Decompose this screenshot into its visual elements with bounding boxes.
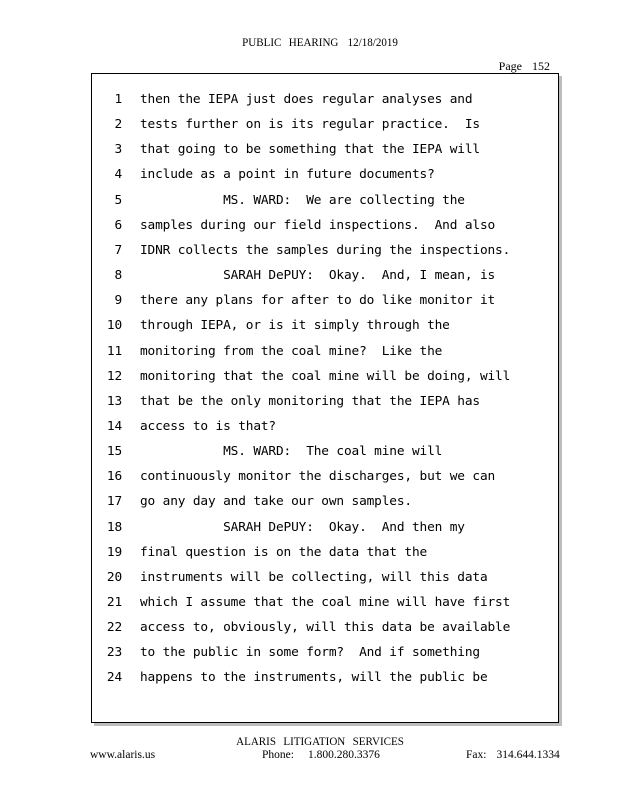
line-text: final question is on the data that the xyxy=(140,544,428,560)
line-text: access to, obviously, will this data be available xyxy=(140,620,511,636)
phone-label: Phone: xyxy=(262,749,294,761)
transcript-line xyxy=(92,645,558,665)
line-number: 9 xyxy=(114,293,122,309)
transcript-line xyxy=(92,520,558,540)
line-number: 7 xyxy=(114,242,122,258)
line-number: 24 xyxy=(106,670,122,686)
page-number xyxy=(499,59,550,74)
line-number: 23 xyxy=(106,645,122,661)
line-text: through IEPA, or is it simply through the xyxy=(140,318,450,334)
fax-label: Fax: xyxy=(466,749,487,761)
transcript-line xyxy=(92,167,558,187)
page-label: Page xyxy=(498,59,522,73)
line-number: 3 xyxy=(114,142,122,158)
transcript-line xyxy=(92,243,558,263)
transcript-line xyxy=(92,419,558,439)
line-text: happens to the instruments, will the public be xyxy=(140,670,488,686)
transcript-line xyxy=(92,344,558,364)
line-text: include as a point in future documents? xyxy=(140,167,435,183)
line-text: that be the only monitoring that the IEPA has xyxy=(140,393,480,409)
line-text: IDNR collects the samples during the inspections. xyxy=(140,242,511,258)
line-text: monitoring from the coal mine? Like the xyxy=(140,343,443,359)
transcript-line xyxy=(92,193,558,213)
transcript-line xyxy=(92,369,558,389)
fax-number: 314.644.1334 xyxy=(496,749,560,761)
line-number: 8 xyxy=(114,268,122,284)
line-text: instruments will be collecting, will this data xyxy=(140,569,488,585)
transcript-line xyxy=(92,545,558,565)
line-number: 19 xyxy=(106,544,122,560)
line-number: 6 xyxy=(114,217,122,233)
phone-number: 1.800.280.3376 xyxy=(307,749,380,761)
line-number: 2 xyxy=(114,117,122,133)
line-text: SARAH DePUY: Okay. And, I mean, is xyxy=(140,268,496,284)
transcript-line xyxy=(92,142,558,162)
transcript-line xyxy=(92,293,558,313)
line-number: 10 xyxy=(106,318,122,334)
line-text: samples during our field inspections. And also xyxy=(140,217,496,233)
transcript-line xyxy=(92,268,558,288)
line-number: 13 xyxy=(106,393,122,409)
transcript-line xyxy=(92,620,558,640)
line-text: monitoring that the coal mine will be doing, will xyxy=(140,368,511,384)
footer-website: www.alaris.us xyxy=(90,749,156,761)
page-number-value: 152 xyxy=(532,59,550,73)
line-text: tests further on is its regular practice. Is xyxy=(140,117,480,133)
transcript-line xyxy=(92,444,558,464)
line-text: continuously monitor the discharges, but we can xyxy=(140,469,496,485)
line-number: 22 xyxy=(106,620,122,636)
footer-phone xyxy=(262,749,380,761)
line-number: 21 xyxy=(106,595,122,610)
transcript-frame xyxy=(91,73,559,723)
line-text: to the public in some form? And if something xyxy=(140,645,480,661)
footer-fax xyxy=(466,749,560,761)
line-number: 17 xyxy=(106,494,122,510)
transcript-line xyxy=(92,469,558,489)
transcript-line xyxy=(92,394,558,414)
hearing-title: PUBLIC HEARING xyxy=(242,35,339,49)
transcript-line xyxy=(92,570,558,590)
transcript-line xyxy=(92,117,558,137)
line-number: 18 xyxy=(106,519,122,535)
transcript-line xyxy=(92,595,558,615)
line-text: go any day and take our own samples. xyxy=(140,494,412,510)
transcript-line xyxy=(92,670,558,690)
line-text: SARAH DePUY: Okay. And then my xyxy=(140,519,465,535)
line-number: 12 xyxy=(106,368,122,384)
line-number: 14 xyxy=(106,418,122,434)
transcript-line xyxy=(92,218,558,238)
transcript-line xyxy=(92,494,558,514)
line-text: MS. WARD: The coal mine will xyxy=(140,444,443,460)
page-header-title xyxy=(26,35,615,50)
line-text: access to is that? xyxy=(140,418,276,434)
line-text: which I assume that the coal mine will have first xyxy=(140,595,511,610)
line-number: 4 xyxy=(114,167,122,183)
line-number: 20 xyxy=(106,569,122,585)
transcript-line xyxy=(92,92,558,112)
line-number: 16 xyxy=(106,469,122,485)
line-text: then the IEPA just does regular analyses and xyxy=(140,92,473,107)
line-number: 15 xyxy=(106,444,122,460)
transcript-line xyxy=(92,318,558,338)
line-number: 1 xyxy=(114,92,122,107)
line-text: that going to be something that the IEPA will xyxy=(140,142,480,158)
line-number: 11 xyxy=(106,343,122,359)
hearing-date: 12/18/2019 xyxy=(347,35,398,49)
line-text: MS. WARD: We are collecting the xyxy=(140,192,465,208)
footer-company: ALARIS LITIGATION SERVICES xyxy=(236,734,404,748)
line-number: 5 xyxy=(114,192,122,208)
line-text: there any plans for after to do like monitor it xyxy=(140,293,496,309)
